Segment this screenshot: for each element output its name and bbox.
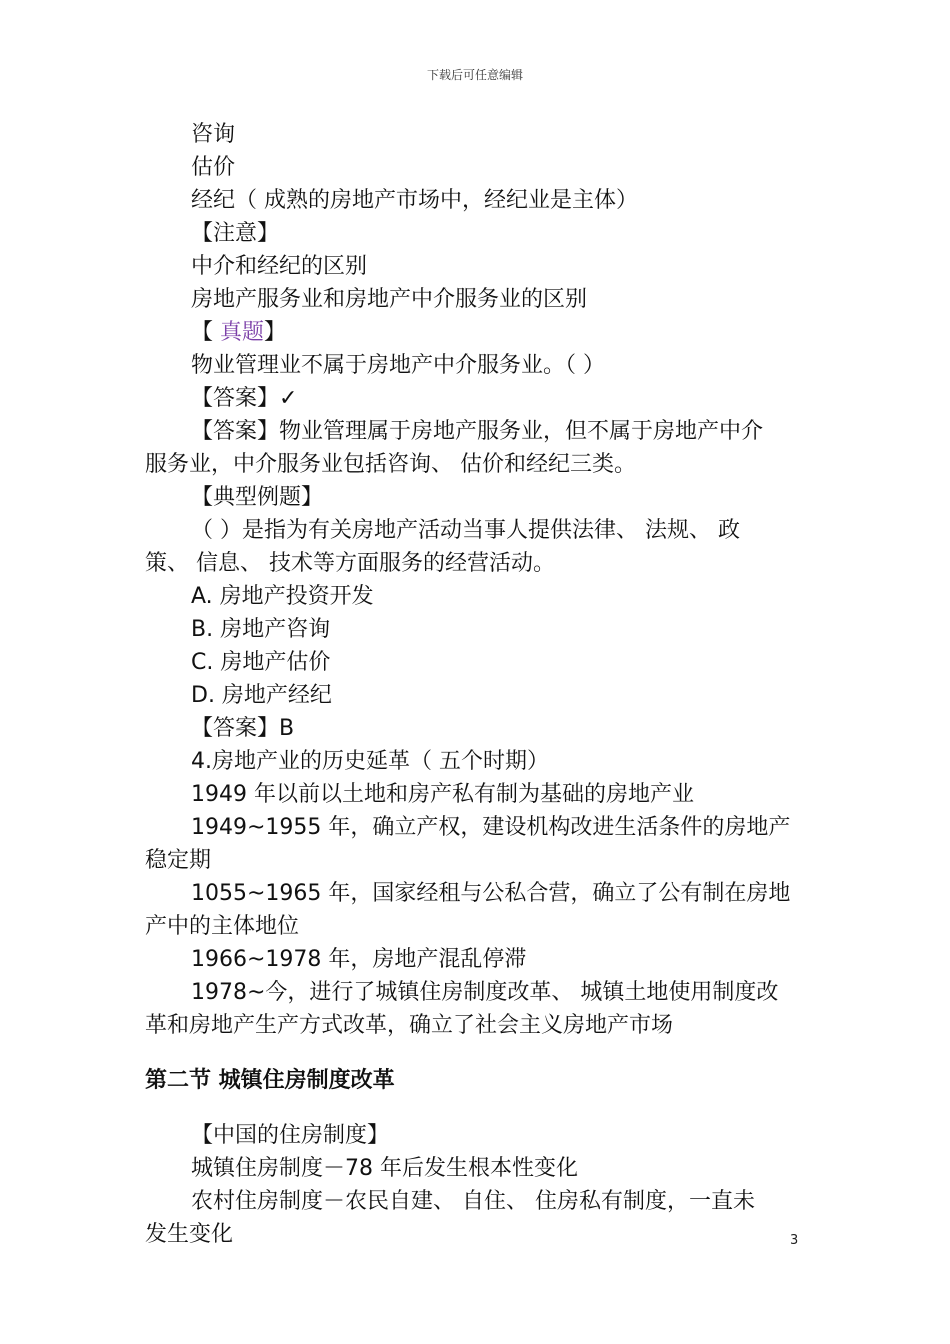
document-body xyxy=(145,118,810,1251)
text-line: 【注意】 xyxy=(191,221,280,246)
text-line: 农村住房制度－农民自建、 自住、 住房私有制度，一直未 xyxy=(191,1189,755,1214)
text-line: 策、 信息、 技术等方面服务的经营活动。 xyxy=(145,551,555,576)
text-line: 经纪（ 成熟的房地产市场中，经纪业是主体） xyxy=(191,188,638,213)
text-line: 【答案】✓ xyxy=(191,386,298,411)
text-line: 估价 xyxy=(191,155,236,180)
header-note: 下载后可任意编辑 xyxy=(426,68,523,82)
text-line: 中介和经纪的区别 xyxy=(191,254,368,279)
text-line: 房地产服务业和房地产中介服务业的区别 xyxy=(191,287,588,312)
text-line: （ ）是指为有关房地产活动当事人提供法律、 法规、 政 xyxy=(191,518,740,543)
text-line: 产中的主体地位 xyxy=(145,914,300,939)
text-line: 稳定期 xyxy=(145,848,212,873)
text-line: 城镇住房制度－78 年后发生根本性变化 xyxy=(191,1156,578,1181)
text-line: 【典型例题】 xyxy=(191,485,324,510)
text-line: 【答案】B xyxy=(191,716,295,741)
text-line: 【中国的住房制度】 xyxy=(191,1123,390,1148)
text-line: 服务业，中介服务业包括咨询、 估价和经纪三类。 xyxy=(145,452,636,477)
text-line: 1949 年以前以土地和房产私有制为基础的房地产业 xyxy=(191,782,694,807)
option-a: A. 房地产投资开发 xyxy=(191,584,374,609)
bracket-open: 【 xyxy=(191,320,220,345)
bracket-close: 】 xyxy=(264,320,287,345)
option-d: D. 房地产经纪 xyxy=(191,683,332,708)
text-line: 咨询 xyxy=(191,122,236,147)
section-heading: 第二节 城镇住房制度改革 xyxy=(145,1068,395,1093)
text-line: 1055~1965 年，国家经租与公私合营，确立了公有制在房地 xyxy=(191,881,791,906)
text-line-real-exam xyxy=(145,316,810,349)
real-exam-label: 真题 xyxy=(220,320,265,345)
text-line: 1949~1955 年，确立产权，建设机构改进生活条件的房地产 xyxy=(191,815,791,840)
text-line: 1978~今，进行了城镇住房制度改革、 城镇土地使用制度改 xyxy=(191,980,779,1005)
option-c: C. 房地产估价 xyxy=(191,650,331,675)
text-line: 物业管理业不属于房地产中介服务业。（ ） xyxy=(191,353,605,378)
text-line: 1966~1978 年，房地产混乱停滞 xyxy=(191,947,527,972)
text-line: 革和房地产生产方式改革，确立了社会主义房地产市场 xyxy=(145,1013,674,1038)
page-number: 3 xyxy=(790,1233,799,1248)
option-b: B. 房地产咨询 xyxy=(191,617,331,642)
text-line: 【答案】物业管理属于房地产服务业，但不属于房地产中介 xyxy=(191,419,764,444)
text-line: 发生变化 xyxy=(145,1222,234,1247)
text-line: 4.房地产业的历史延革（ 五个时期） xyxy=(191,749,549,774)
